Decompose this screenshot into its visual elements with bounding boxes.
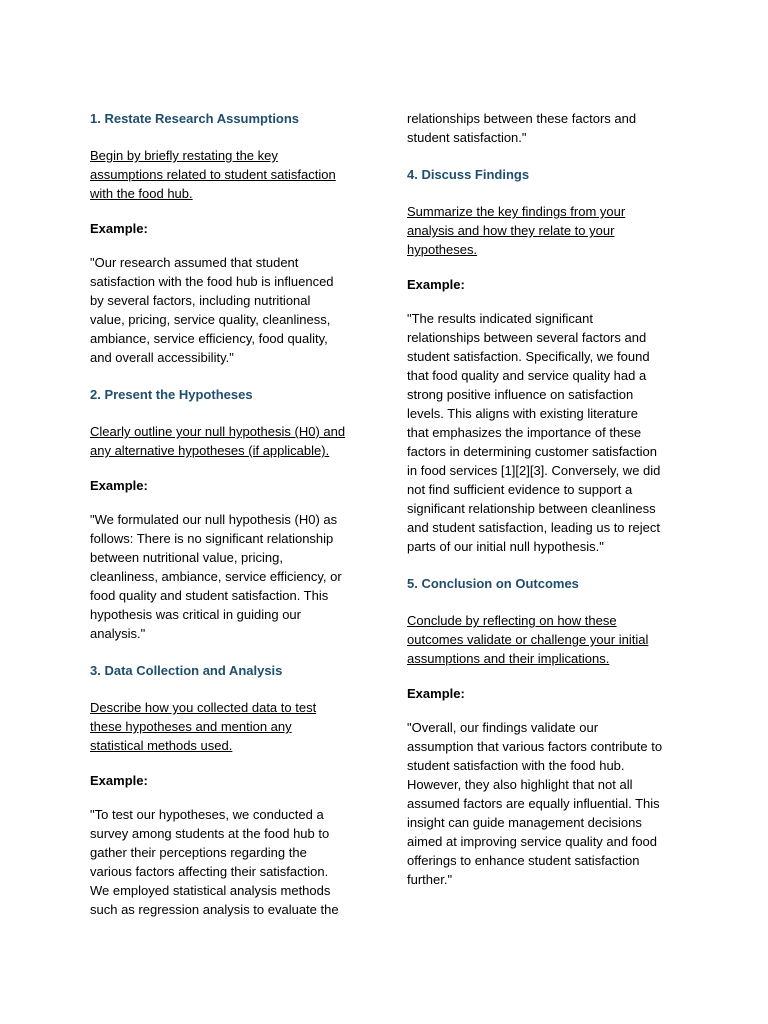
section-heading: 5. Conclusion on Outcomes	[407, 576, 579, 591]
section-instruction: Describe how you collected data to test these hypotheses and mention any statistical methods used.	[90, 700, 317, 753]
section-discuss-findings	[407, 165, 687, 556]
section-heading: 4. Discuss Findings	[407, 167, 530, 182]
left-column	[90, 109, 370, 937]
section-conclusion-outcomes	[407, 574, 687, 889]
section-data-collection	[90, 661, 370, 919]
example-quote: "To test our hypotheses, we conducted a survey among students at the food hub to gather their perceptions regarding the various factors affecting their satisfaction. We employed statistical analysis methods such as regression analysis to evaluate the	[90, 807, 339, 917]
example-label: Example:	[90, 773, 148, 788]
example-label: Example:	[407, 686, 465, 701]
example-label: Example:	[407, 277, 465, 292]
section-instruction: Summarize the key findings from your analysis and how they relate to your hypotheses.	[407, 204, 626, 257]
section-instruction: Clearly outline your null hypothesis (H0) and any alternative hypotheses (if applicable).	[90, 424, 346, 458]
example-label: Example:	[90, 221, 148, 236]
example-quote: "Our research assumed that student satisfaction with the food hub is influenced by several factors, including nutritional value, pricing, service quality, cleanliness, ambiance, service efficiency, food quality, and overall accessibility."	[90, 255, 334, 365]
example-quote: "Overall, our findings validate our assumption that various factors contribute to student satisfaction with the food hub. However, they also highlight that not all assumed factors are equally influential. This insight can guide management decisions aimed at improving service quality and food offerings to enhance student satisfaction further."	[407, 720, 663, 887]
section-instruction: Conclude by reflecting on how these outcomes validate or challenge your initial assumptions and their implications.	[407, 613, 649, 666]
section-instruction: Begin by briefly restating the key assumptions related to student satisfaction with the food hub.	[90, 148, 336, 201]
continued-quote: relationships between these factors and student satisfaction."	[407, 111, 637, 145]
section-restate-assumptions	[90, 109, 370, 367]
section-heading: 2. Present the Hypotheses	[90, 387, 253, 402]
section-heading: 3. Data Collection and Analysis	[90, 663, 283, 678]
example-quote: "We formulated our null hypothesis (H0) as follows: There is no significant relationship between nutritional value, pricing, cleanliness, ambiance, service efficiency, or food quality and student satisfaction. This hypothesis was critical in guiding our analysis."	[90, 512, 342, 641]
example-label: Example:	[90, 478, 148, 493]
right-column	[407, 109, 687, 907]
example-quote: "The results indicated significant relationships between several factors and student satisfaction. Specifically, we found that food quality and service quality had a strong positive influence on satisfaction levels. This aligns with existing literature that emphasizes the importance of these factors in determining customer satisfaction in food services [1][2][3]. Conversely, we did not find sufficient evidence to support a significant relationship between cleanliness and student satisfaction, leading us to reject parts of our initial null hypothesis."	[407, 311, 661, 554]
section-present-hypotheses	[90, 385, 370, 643]
section-heading: 1. Restate Research Assumptions	[90, 111, 300, 126]
